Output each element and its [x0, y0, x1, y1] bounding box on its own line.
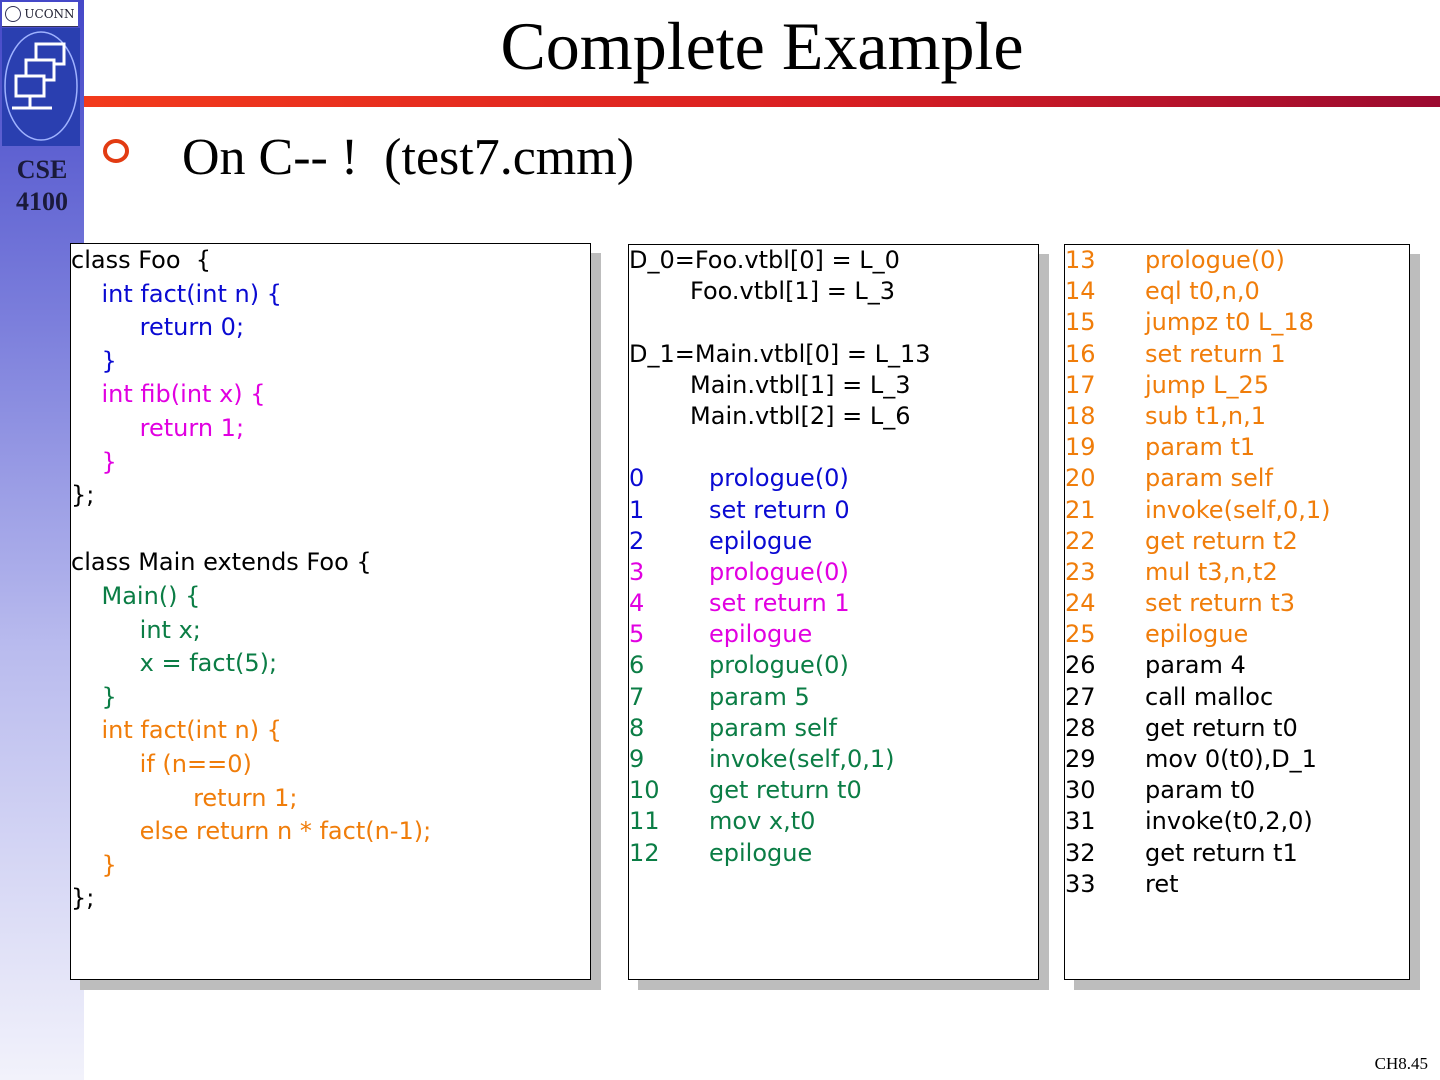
slide-subtitle: On C-- ! (test7.cmm)	[182, 129, 635, 186]
code-text: set return 1	[709, 589, 850, 618]
line-number: 4	[629, 589, 645, 618]
line-number: 29	[1065, 745, 1096, 773]
code-text: param 5	[709, 682, 810, 711]
code-text: jumpz t0 L_18	[1145, 308, 1314, 337]
code-line	[1065, 401, 1409, 432]
line-number: 0	[629, 464, 645, 493]
code-line	[629, 463, 1038, 494]
code-line	[629, 806, 1038, 837]
code-line	[629, 557, 1038, 588]
line-number: 5	[629, 620, 645, 649]
code-text: param t0	[1145, 776, 1256, 805]
code-line	[629, 619, 1038, 650]
code-line	[71, 513, 590, 547]
code-line	[1065, 463, 1409, 494]
line-number: 8	[629, 713, 645, 742]
code-line	[1065, 432, 1409, 463]
code-text: int fact(int n) {	[71, 279, 282, 308]
code-text: }	[71, 850, 117, 879]
code-line	[71, 580, 590, 614]
code-line	[1065, 526, 1409, 557]
line-number: 20	[1065, 464, 1096, 493]
code-line	[1065, 245, 1409, 276]
code-text: }	[71, 682, 117, 711]
code-line	[71, 311, 590, 345]
line-number: 11	[629, 807, 660, 836]
code-text: mov x,t0	[709, 807, 816, 836]
line-number: 28	[1065, 713, 1096, 742]
code-line	[71, 815, 590, 849]
line-number: 30	[1065, 776, 1096, 805]
code-text: sub t1,n,1	[1145, 401, 1266, 430]
line-number: 15	[1065, 308, 1096, 337]
line-number: 24	[1065, 589, 1096, 618]
code-text: get return t0	[1145, 713, 1298, 742]
code-line	[71, 782, 590, 816]
code-line	[629, 526, 1038, 557]
code-line	[629, 339, 1038, 370]
code-text: };	[71, 481, 95, 510]
code-text: param self	[709, 713, 837, 742]
line-number: 21	[1065, 495, 1096, 524]
network-windows-icon	[2, 28, 80, 146]
vtable-code-panel	[628, 244, 1039, 980]
code-text: return 1;	[71, 783, 298, 812]
code-text: param self	[1145, 464, 1273, 493]
code-text: class Main extends Foo {	[71, 548, 372, 577]
code-line	[71, 446, 590, 480]
code-line	[1065, 276, 1409, 307]
code-line	[1065, 744, 1409, 775]
bullet-icon	[102, 138, 132, 164]
code-line	[71, 546, 590, 580]
code-text: epilogue	[709, 838, 813, 867]
code-text: get return t0	[709, 776, 862, 805]
code-line	[629, 775, 1038, 806]
institution-name: UCONN	[24, 7, 75, 21]
code-line	[71, 647, 590, 681]
code-text: int fib(int x) {	[71, 380, 266, 409]
code-text: param t1	[1145, 433, 1256, 462]
code-line	[1065, 307, 1409, 338]
code-text: else return n * fact(n-1);	[71, 817, 432, 846]
code-line	[629, 495, 1038, 526]
code-text: D_0=Foo.vtbl[0] = L_0	[629, 246, 900, 274]
line-number: 31	[1065, 807, 1096, 836]
code-text: Main.vtbl[1] = L_3	[629, 370, 911, 399]
code-line	[71, 748, 590, 782]
line-number: 22	[1065, 526, 1096, 555]
line-number: 25	[1065, 620, 1096, 649]
code-text: Foo.vtbl[1] = L_3	[629, 277, 896, 306]
code-text: }	[71, 346, 117, 375]
line-number: 1	[629, 495, 645, 524]
code-text: prologue(0)	[709, 464, 849, 493]
code-line	[1065, 370, 1409, 401]
course-code	[0, 154, 84, 218]
seal-icon	[5, 6, 21, 22]
code-line	[1065, 775, 1409, 806]
line-number: 2	[629, 526, 645, 555]
code-line	[1065, 713, 1409, 744]
code-line	[1065, 557, 1409, 588]
line-number: 27	[1065, 682, 1096, 711]
course-code-line2: 4100	[16, 187, 68, 216]
code-text: class Foo {	[71, 246, 212, 274]
line-number: 14	[1065, 277, 1096, 306]
code-text: mul t3,n,t2	[1145, 557, 1278, 586]
code-text: set return t3	[1145, 589, 1295, 618]
code-line	[629, 432, 1038, 463]
line-number: 32	[1065, 838, 1096, 867]
code-text: prologue(0)	[709, 651, 849, 680]
code-line	[1065, 806, 1409, 837]
code-line	[71, 882, 590, 916]
code-line	[71, 614, 590, 648]
code-line	[629, 307, 1038, 338]
code-line	[1065, 588, 1409, 619]
code-text: return 0;	[71, 313, 245, 342]
code-line	[629, 744, 1038, 775]
line-number: 23	[1065, 557, 1096, 586]
line-number: 13	[1065, 246, 1096, 274]
code-text: set return 1	[1145, 339, 1286, 368]
code-text: mov 0(t0),D_1	[1145, 745, 1317, 773]
code-line	[71, 378, 590, 412]
line-number: 33	[1065, 869, 1096, 898]
code-text: invoke(t0,2,0)	[1145, 807, 1313, 836]
code-line	[629, 650, 1038, 681]
code-line	[1065, 682, 1409, 713]
code-text: param 4	[1145, 651, 1246, 680]
code-text: int fact(int n) {	[71, 716, 282, 745]
line-number: 19	[1065, 433, 1096, 462]
code-text: get return t1	[1145, 838, 1298, 867]
code-text: int x;	[71, 615, 201, 644]
line-number: 3	[629, 557, 645, 586]
code-text: };	[71, 884, 95, 913]
code-line	[1065, 869, 1409, 900]
code-text: ret	[1145, 869, 1179, 898]
code-line	[1065, 838, 1409, 869]
code-text: get return t2	[1145, 526, 1298, 555]
code-text: if (n==0)	[71, 749, 252, 778]
line-number: 9	[629, 745, 645, 773]
course-code-line1: CSE	[16, 155, 68, 184]
page-number: CH8.45	[1374, 1054, 1428, 1073]
line-number: 17	[1065, 370, 1096, 399]
line-number: 26	[1065, 651, 1096, 680]
code-text: epilogue	[709, 526, 813, 555]
code-line	[71, 345, 590, 379]
code-line	[1065, 339, 1409, 370]
code-text: invoke(self,0,1)	[709, 745, 895, 773]
code-text: prologue(0)	[709, 557, 849, 586]
slide-title: Complete Example	[500, 8, 1024, 84]
code-text: return 1;	[71, 413, 245, 442]
code-line	[71, 244, 590, 278]
university-wordmark	[2, 2, 78, 27]
code-text: eql t0,n,0	[1145, 277, 1260, 306]
line-number: 7	[629, 682, 645, 711]
code-line	[71, 412, 590, 446]
code-line	[71, 479, 590, 513]
title-divider	[84, 96, 1440, 107]
code-line	[629, 838, 1038, 869]
code-text: Main.vtbl[2] = L_6	[629, 401, 911, 430]
code-line	[629, 370, 1038, 401]
code-text: call malloc	[1145, 682, 1274, 711]
code-line	[629, 682, 1038, 713]
code-text: D_1=Main.vtbl[0] = L_13	[629, 339, 931, 368]
code-line	[71, 849, 590, 883]
code-line	[1065, 495, 1409, 526]
code-text: epilogue	[1145, 620, 1249, 649]
code-text: x = fact(5);	[71, 649, 278, 678]
fact-code-panel	[1064, 244, 1410, 980]
code-line	[71, 714, 590, 748]
code-text: jump L_25	[1145, 370, 1270, 399]
code-line	[629, 401, 1038, 432]
code-line	[629, 245, 1038, 276]
code-line	[1065, 619, 1409, 650]
line-number: 6	[629, 651, 645, 680]
line-number: 16	[1065, 339, 1096, 368]
line-number: 10	[629, 776, 660, 805]
code-text: Main() {	[71, 581, 201, 610]
source-code-panel	[70, 243, 591, 980]
code-line	[71, 278, 590, 312]
code-line	[629, 588, 1038, 619]
code-text: epilogue	[709, 620, 813, 649]
code-text: set return 0	[709, 495, 850, 524]
code-line	[629, 276, 1038, 307]
code-text: }	[71, 447, 117, 476]
line-number: 18	[1065, 401, 1096, 430]
code-text: prologue(0)	[1145, 246, 1285, 274]
line-number: 12	[629, 838, 660, 867]
code-line	[1065, 650, 1409, 681]
code-line	[71, 681, 590, 715]
department-logo	[2, 28, 80, 146]
code-text: invoke(self,0,1)	[1145, 495, 1331, 524]
code-line	[629, 713, 1038, 744]
